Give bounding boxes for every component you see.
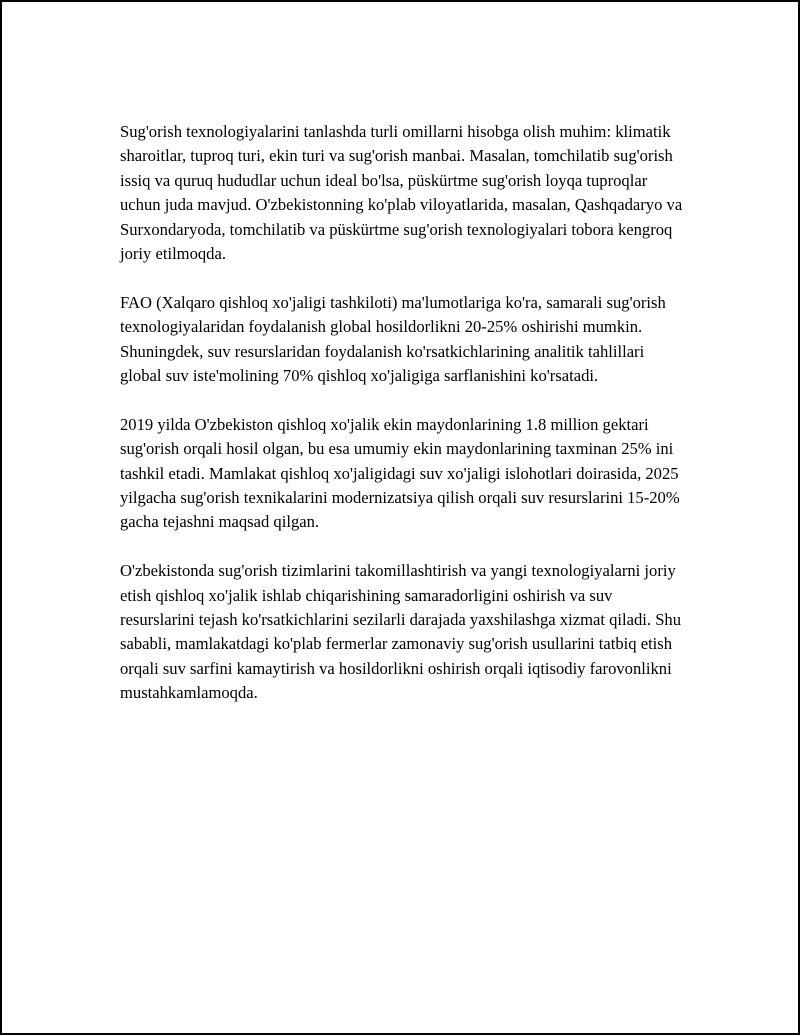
document-body [120,120,686,730]
paragraph-fao-statistics: FAO (Xalqaro qishloq xo'jaligi tashkiloti) ma'lumotlariga ko'ra, samarali sug'orish texnologiyalaridan foydalanish global hosildorlikni 20-25% oshirishi mumkin. Shuningdek, suv resurslaridan foydalanish ko'rsatkichlarining analitik tahlillari global suv iste'molining 70% qishloq xo'jaligiga sarflanishini ko'rsatadi. [120,292,666,386]
paragraph-irrigation-selection: Sug'orish texnologiyalarini tanlashda turli omillarni hisobga olish muhim: klimatik sharoitlar, tuproq turi, ekin turi va sug'orish manbai. Masalan, tomchilatib sug'orish issiq va quruq hududlar uchun ideal bo'lsa, püskürtme sug'orish loyqa tuproqlar uchun juda mavjud. O'zbekistonning ko'plab viloyatlarida, masalan, Qashqadaryo va Surxondaryoda, tomchilatib va püskürtme sug'orish texnologiyalari tobora kengroq joriy etilmoqda. [120,122,683,264]
paragraph-uzbekistan-2019: 2019 yilda O'zbekiston qishloq xo'jalik ekin maydonlarining 1.8 million gektari sug'orish orqali hosil olgan, bu esa umumiy ekin maydonlarining taxminan 25% ini tashkil etadi. Mamlakat qishloq xo'jaligidagi suv xo'jaligi islohotlari doirasida, 2025 yilgacha sug'orish texnikalarini modernizatsiya qilish orqali suv resurslarini 15-20% gacha tejashni maqsad qilgan. [120,414,680,532]
paragraph-conclusion: O'zbekistonda sug'orish tizimlarini takomillashtirish va yangi texnologiyalarni joriy etish qishloq xo'jalik ishlab chiqarishining samaradorligini oshirish va suv resurslarini tejash ko'rsatkichlarini sezilarli darajada yaxshilashga xizmat qiladi. Shu sababli, mamlakatdagi ko'plab fermerlar zamonaviy sug'orish usullarini tatbiq etish orqali suv sarfini kamaytirish va hosildorlikni oshirish orqali iqtisodiy farovonlikni mustahkamlamoqda. [120,561,682,703]
